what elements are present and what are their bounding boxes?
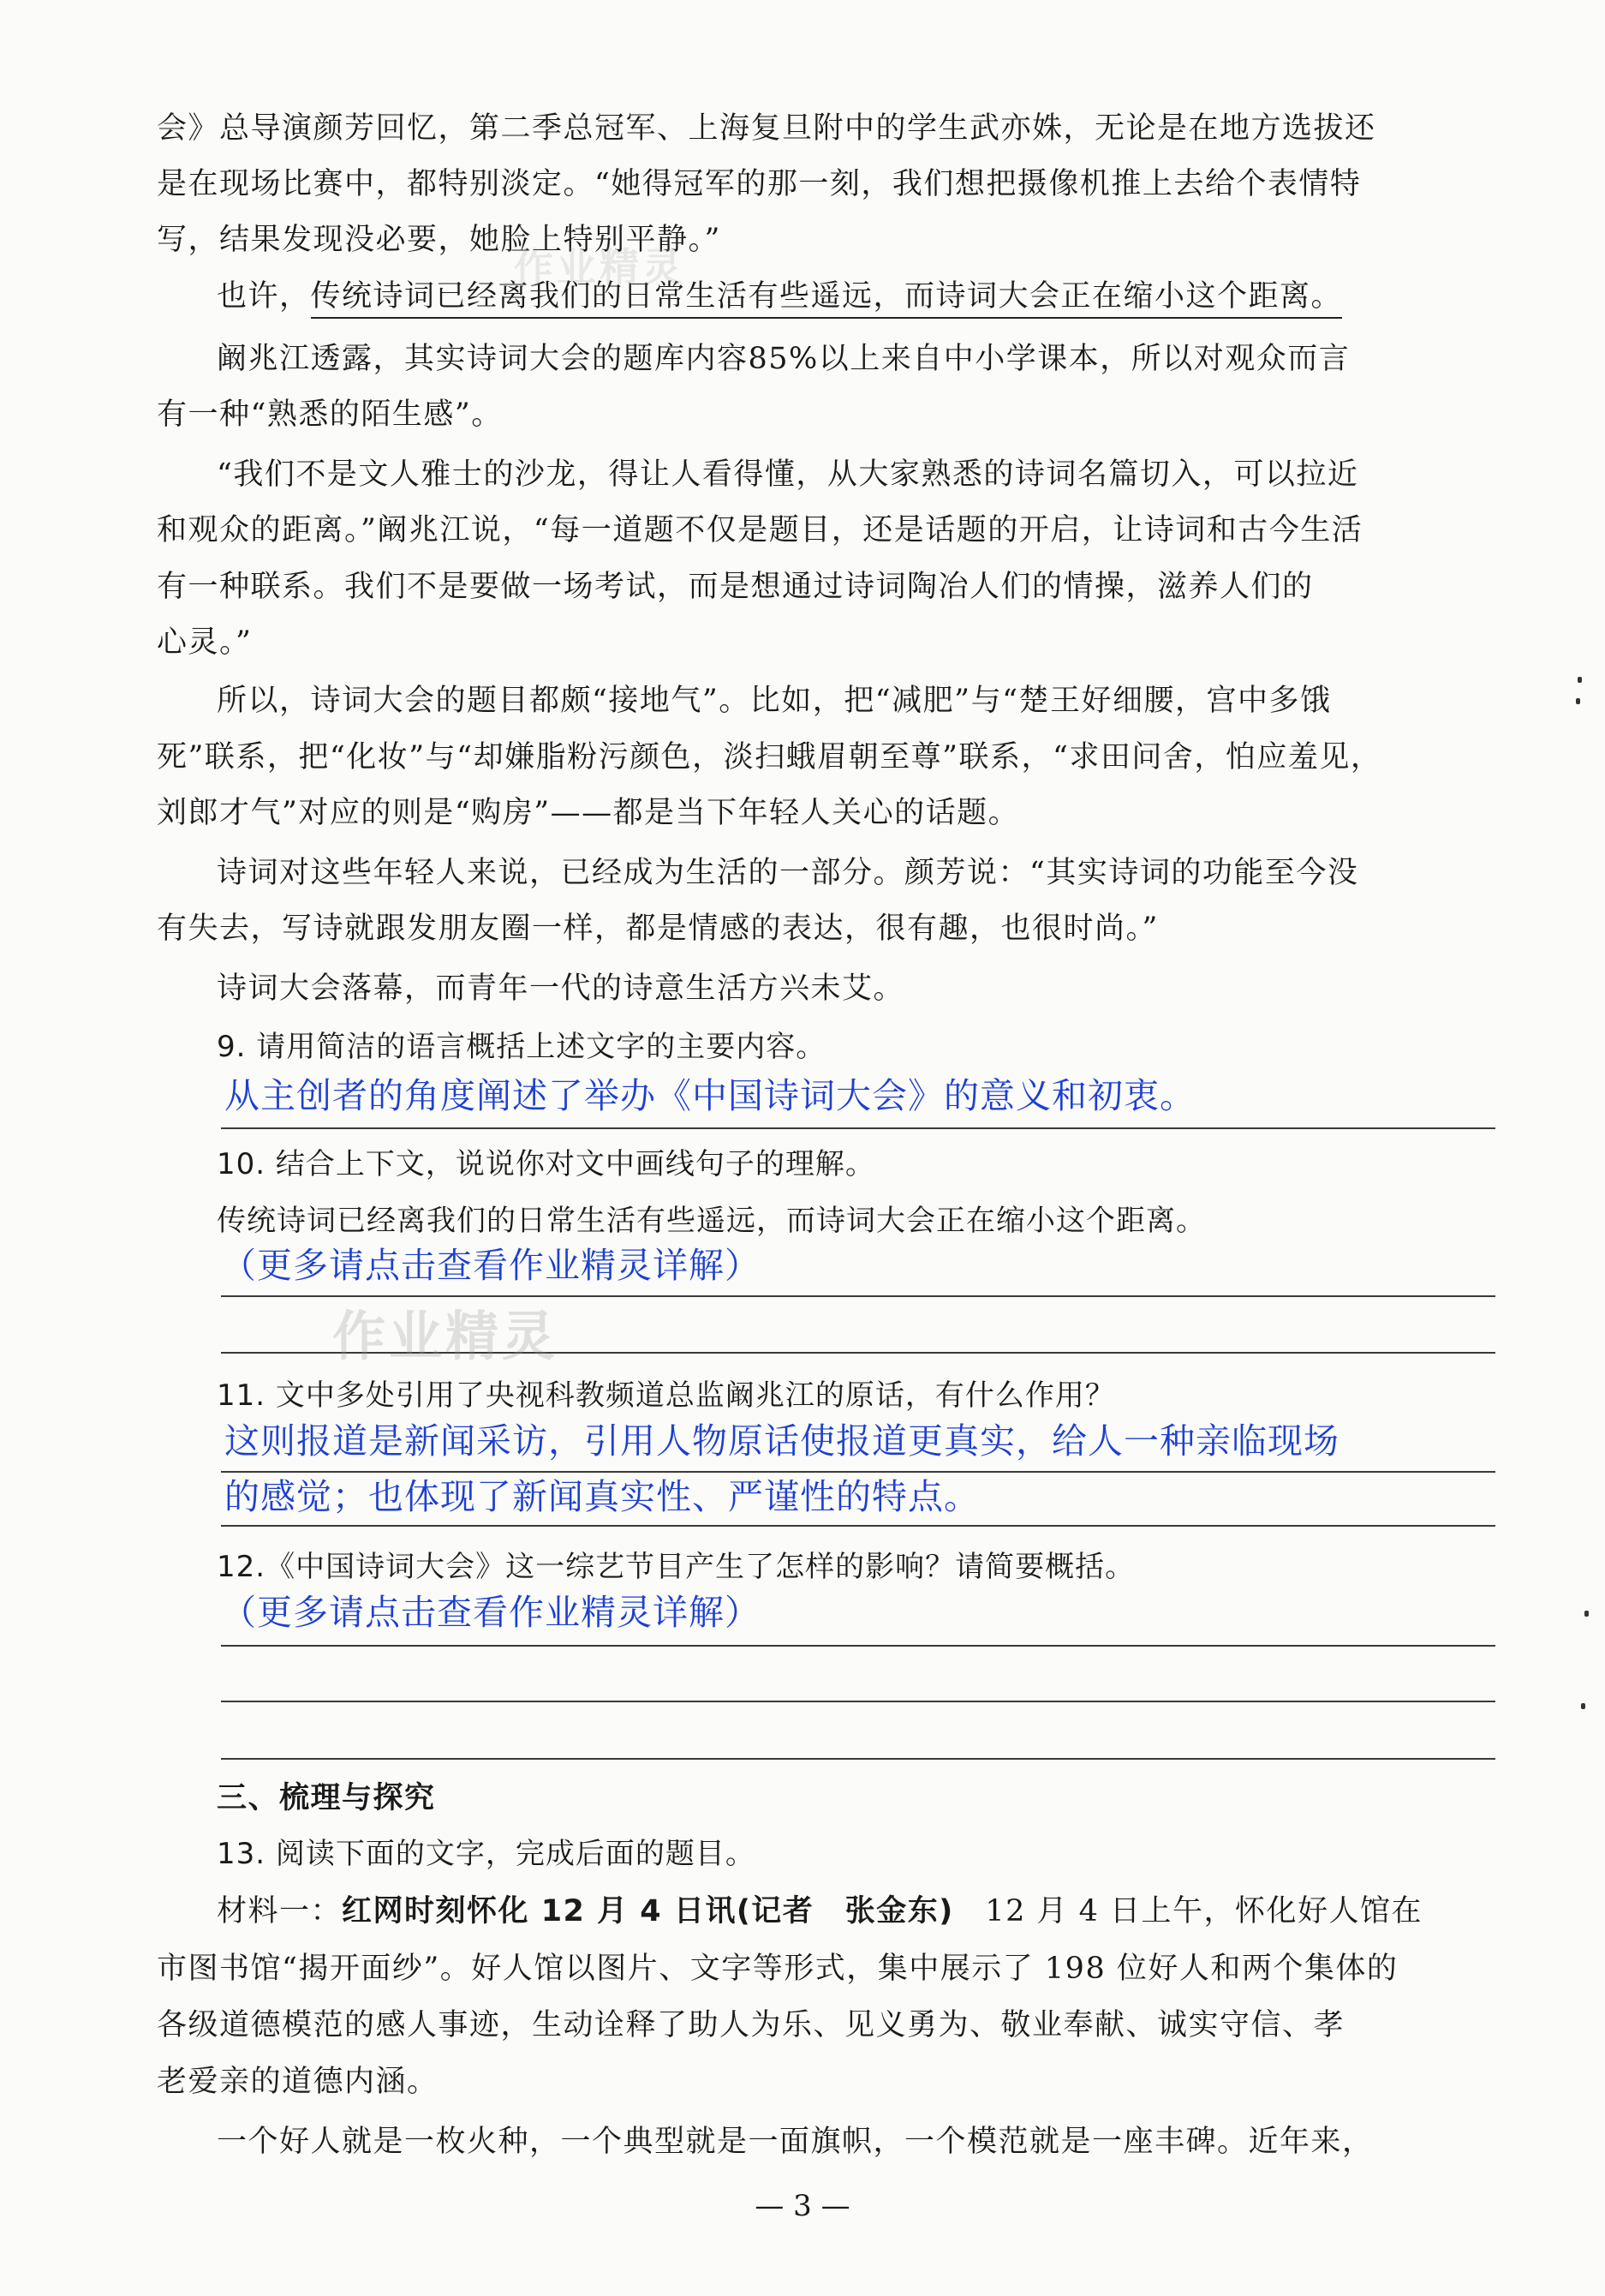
material-line: 市图书馆“揭开面纱”。好人馆以图片、文字等形式，集中展示了 198 位好人和两个集体的 (157, 1952, 1399, 1986)
answer-11-line: 这则报道是新闻采访，引用人物原话使报道更真实，给人一种亲临现场 (224, 1420, 1339, 1462)
section-heading: 三、梳理与探究 (217, 1781, 436, 1815)
paragraph-line: 死”联系，把“化妆”与“却嫌脂粉污颜色，淡扫蛾眉朝至尊”联系，“求田问舍，怕应羞见， (157, 740, 1382, 774)
paragraph-line: 诗词大会落幕，而青年一代的诗意生活方兴未艾。 (217, 972, 905, 1006)
answer-11-line: 的感觉；也体现了新闻真实性、严谨性的特点。 (224, 1476, 980, 1517)
paragraph-line: 所以，诗词大会的题目都颇“接地气”。比如，把“减肥”与“楚王好细腰，宫中多饿 (217, 684, 1332, 718)
answer-line (221, 1525, 1495, 1527)
question-12: 12.《中国诗词大会》这一综艺节目产生了怎样的影响？请简要概括。 (217, 1550, 1136, 1584)
paragraph-line: 阚兆江透露，其实诗词大会的题库内容85%以上来自中小学课本，所以对观众而言 (217, 342, 1351, 376)
question-10-quote: 传统诗词已经离我们的日常生活有些遥远，而诗词大会正在缩小这个距离。 (217, 1204, 1206, 1238)
answer-12-link[interactable]: （更多请点击查看作业精灵详解） (221, 1592, 761, 1633)
scan-speck (1578, 677, 1582, 683)
paragraph-line: 心灵。” (157, 625, 253, 660)
material-line: 老爱亲的道德内涵。 (157, 2065, 439, 2099)
question-11: 11. 文中多处引用了央视科教频道总监阚兆江的原话，有什么作用？ (217, 1378, 1115, 1413)
answer-10-link[interactable]: （更多请点击查看作业精灵详解） (221, 1245, 761, 1286)
answer-line (221, 1758, 1495, 1760)
answer-line (221, 1701, 1495, 1702)
paragraph-line: 和观众的距离。”阚兆江说，“每一道题不仅是题目，还是话题的开启，让诗词和古今生活 (157, 513, 1363, 547)
answer-9: 从主创者的角度阐述了举办《中国诗词大会》的意义和初衷。 (224, 1075, 1196, 1116)
answer-line (221, 1471, 1495, 1473)
scan-speck (1576, 698, 1580, 704)
page-number: — 3 — (755, 2189, 850, 2223)
paragraph-line: “我们不是文人雅士的沙龙，得让人看得懂，从大家熟悉的诗词名篇切入，可以拉近 (217, 457, 1359, 492)
paragraph-text: 也许， (217, 279, 311, 314)
paragraph-line: 有一种“熟悉的陌生感”。 (157, 398, 503, 432)
watermark: 作业精灵 (514, 244, 685, 290)
answer-line (221, 1645, 1495, 1647)
answer-line (221, 1127, 1495, 1129)
material-label: 材料一： (217, 1894, 343, 1928)
paragraph-line: 刘郎才气”对应的则是“购房”——都是当下年轻人关心的话题。 (157, 796, 1020, 830)
underlined-sentence: 传统诗词已经离我们的日常生活有些遥远，而诗词大会正在缩小这个距离。 (311, 279, 1343, 319)
material-line: 各级道德模范的感人事迹，生动诠释了助人为乐、见义勇为、敬业奉献、诚实守信、孝 (157, 2008, 1345, 2042)
paragraph-line: 写，结果发现没必要，她脸上特别平静。” (157, 223, 721, 257)
paragraph-line: 会》总导演颜芳回忆，第二季总冠军、上海复旦附中的学生武亦姝，无论是在地方选拔还 (157, 111, 1376, 146)
scan-speck (1581, 1703, 1585, 1709)
paragraph-line: 有一种联系。我们不是要做一场考试，而是想通过诗词陶冶人们的情操，滋养人们的 (157, 570, 1314, 604)
scan-speck (1584, 1611, 1589, 1617)
paragraph-line: 诗词对这些年轻人来说，已经成为生活的一部分。颜芳说：“其实诗词的功能至今没 (217, 856, 1359, 890)
paragraph-line: 有失去，写诗就跟发朋友圈一样，都是情感的表达，很有趣，也很时尚。” (157, 912, 1159, 946)
question-9: 9. 请用简洁的语言概括上述文字的主要内容。 (217, 1030, 826, 1064)
question-10: 10. 结合上下文，说说你对文中画线句子的理解。 (217, 1147, 875, 1181)
watermark: 作业精灵 (332, 1305, 559, 1367)
material-line: 一个好人就是一枚火种，一个典型就是一面旗帜，一个模范就是一座丰碑。近年来， (217, 2125, 1374, 2159)
paragraph-line: 是在现场比赛中，都特别淡定。“她得冠军的那一刻，我们想把摄像机推上去给个表情特 (157, 167, 1362, 201)
material-source: 红网时刻怀化 12 月 4 日讯(记者 张金东) (342, 1894, 954, 1928)
paragraph-line (217, 276, 1493, 317)
material-line (217, 1891, 1493, 1932)
question-13: 13. 阅读下面的文字，完成后面的题目。 (217, 1837, 755, 1871)
material-text: 12 月 4 日上午，怀化好人馆在 (953, 1894, 1423, 1928)
